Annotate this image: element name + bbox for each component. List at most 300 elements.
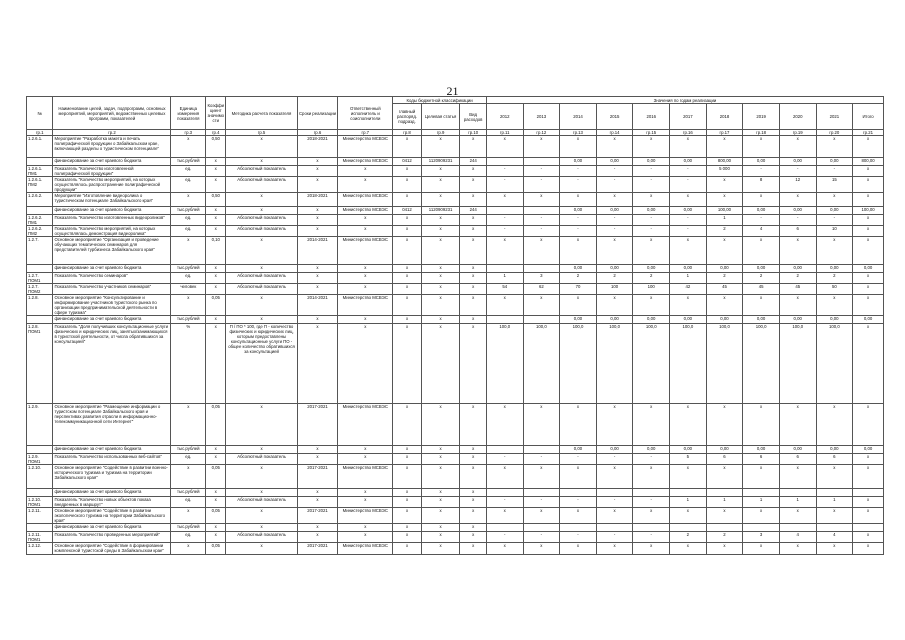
cell-method: Абсолютный показатель [226, 166, 297, 177]
cell-name: Мероприятие "Изготовление видеоролика о туристическом потенциале Забайкальского края" [53, 193, 171, 207]
page-number: 21 [446, 84, 459, 98]
table-row [27, 508, 884, 524]
cell-article: х [421, 543, 460, 555]
cell-year: 50 [816, 284, 853, 295]
cell-article: х [421, 316, 460, 324]
cell-method: Абсолютный показатель [226, 454, 297, 465]
cell-year: - [560, 226, 597, 237]
cell-year: - [596, 532, 633, 543]
table-row [27, 465, 884, 489]
cell-method: х [226, 265, 297, 273]
cell-year [779, 489, 816, 497]
cell-article: х [421, 284, 460, 295]
cell-name: Основное мероприятие "Содействие в развитии экологического туризма на территории Забайкальского края" [53, 508, 171, 524]
cell-year: 1 [743, 497, 780, 508]
cell-year: 100 [596, 284, 633, 295]
cell-executor: х [338, 273, 393, 284]
cell-year: - [596, 166, 633, 177]
cell-year: - [596, 454, 633, 465]
cell-name: Показатель "Количество семинаров" [53, 273, 171, 284]
table-row [27, 207, 884, 215]
cell-no: 1.2.7. ПОМ2 [27, 284, 53, 295]
cell-year: 8 [743, 177, 780, 193]
cell-year [633, 489, 670, 497]
cell-name: Мероприятие "Разработка макета и печать полиграфической продукции о Забайкальском крае, включающей разделы о туристическом потенциале" [53, 136, 171, 158]
cell-no: 1.2.6.2. [27, 193, 53, 207]
cell-year: - [743, 166, 780, 177]
table-row [27, 158, 884, 166]
cell-total: х [853, 226, 884, 237]
cell-unit: х [171, 465, 206, 489]
cell-expense: х [460, 454, 486, 465]
cell-year: х [743, 404, 780, 446]
cell-method: х [226, 489, 297, 497]
cell-year: х [779, 404, 816, 446]
cell-year: х [523, 508, 560, 524]
cell-year: 0,00 [633, 316, 670, 324]
cell-year: 100,0 [670, 324, 707, 404]
cell-unit: тыс.рублей [171, 316, 206, 324]
cell-expense: х [460, 215, 486, 226]
cell-year: х [596, 465, 633, 489]
cell-method: х [226, 524, 297, 532]
cell-year: 6 [743, 454, 780, 465]
cell-admin: х [393, 284, 421, 295]
cell-year: х [633, 295, 670, 316]
cell-expense: х [460, 193, 486, 207]
cell-year: 0,00 [779, 207, 816, 215]
cell-coef: х [206, 166, 226, 177]
cell-total: 0,00 [853, 265, 884, 273]
header-method: Методика расчета показателя [226, 97, 297, 130]
cell-method: х [226, 193, 297, 207]
cell-year: - [633, 177, 670, 193]
cell-total: 0,00 [853, 446, 884, 454]
cell-year: - [523, 226, 560, 237]
cell-year: 2 [596, 273, 633, 284]
cell-method: Абсолютный показатель [226, 273, 297, 284]
cell-coef: х [206, 158, 226, 166]
header-executors: Ответственный исполнитель и соисполнители [338, 97, 393, 130]
cell-year: х [779, 193, 816, 207]
cell-year: 0,00 [779, 265, 816, 273]
cell-year: х [486, 237, 523, 265]
cell-year: 0,00 [633, 265, 670, 273]
cell-executor: х [338, 454, 393, 465]
cell-executor: х [338, 532, 393, 543]
cell-admin: 0412 [393, 158, 421, 166]
column-number: гр.19 [779, 130, 816, 136]
cell-year: х [779, 465, 816, 489]
cell-year: х [523, 237, 560, 265]
cell-unit: х [171, 404, 206, 446]
cell-deadlines: х [297, 454, 338, 465]
cell-admin: х [393, 489, 421, 497]
cell-year: х [779, 295, 816, 316]
cell-year: 100,0 [633, 324, 670, 404]
cell-year: - [779, 215, 816, 226]
column-number: гр.1 [27, 130, 53, 136]
cell-expense: х [460, 273, 486, 284]
header-name: Наименование целей, задач, подпрограмм, основных мероприятий, мероприятий, ведомственных целевых программ, показателей [53, 97, 171, 130]
cell-coef: 0,05 [206, 465, 226, 489]
cell-year: х [523, 404, 560, 446]
cell-admin: х [393, 404, 421, 446]
column-number: гр.8 [393, 130, 421, 136]
cell-year: 1 [706, 497, 743, 508]
cell-name: Показатель "Количество изготовленных видеороликов" [53, 215, 171, 226]
cell-article: х [421, 446, 460, 454]
cell-coef: х [206, 324, 226, 404]
cell-executor: х [338, 497, 393, 508]
cell-unit: ед. [171, 454, 206, 465]
header-deadlines: Сроки реализации [297, 97, 338, 130]
cell-method: х [226, 465, 297, 489]
cell-admin: х [393, 454, 421, 465]
cell-year: 62 [523, 284, 560, 295]
column-number: гр.12 [523, 130, 560, 136]
cell-year: 2 [743, 273, 780, 284]
header-coef: Коэффициент значимости [206, 97, 226, 130]
cell-year: х [596, 543, 633, 555]
cell-name: Показатель "Доля получивших консультационные услуги физических и юридических лиц, занятых/занимающихся в туристской деятельности, от числа обратившихся за консультацией" [53, 324, 171, 404]
cell-method: х [226, 158, 297, 166]
cell-admin: х [393, 543, 421, 555]
cell-unit: х [171, 508, 206, 524]
cell-executor: х [338, 489, 393, 497]
cell-year: 0,00 [633, 446, 670, 454]
cell-year: 54 [486, 284, 523, 295]
cell-year: 100,0 [816, 324, 853, 404]
cell-name: Основное мероприятие "Содействие в развитии военно-исторического туризма и туризма на территории Забайкальского края" [53, 465, 171, 489]
cell-admin: х [393, 193, 421, 207]
cell-method: х [226, 136, 297, 158]
cell-no [27, 265, 53, 273]
cell-no: 1.2.6.1. [27, 136, 53, 158]
cell-unit: х [171, 136, 206, 158]
cell-year: 100 [633, 284, 670, 295]
cell-coef: х [206, 273, 226, 284]
cell-deadlines: х [297, 166, 338, 177]
cell-article: х [421, 177, 460, 193]
cell-year: 45 [706, 284, 743, 295]
cell-deadlines: х [297, 226, 338, 237]
cell-coef: 0,05 [206, 508, 226, 524]
cell-expense: х [460, 177, 486, 193]
cell-year: х [670, 237, 707, 265]
cell-year: 100,0 [706, 324, 743, 404]
cell-name: Основное мероприятие "Консультирование и информирование участников туристского рынка по организации предпринимательской деятельности в сфере туризма" [53, 295, 171, 316]
cell-year: х [670, 295, 707, 316]
cell-year [523, 207, 560, 215]
cell-year: - [670, 166, 707, 177]
cell-executor: Министерство МСВЭС [338, 158, 393, 166]
cell-unit: ед. [171, 215, 206, 226]
cell-admin: х [393, 273, 421, 284]
cell-total: 800,00 [853, 158, 884, 166]
cell-year [706, 489, 743, 497]
cell-year: 0,00 [596, 207, 633, 215]
cell-executor: х [338, 166, 393, 177]
cell-year [523, 489, 560, 497]
cell-no: 1.2.10. ПОМ1 [27, 497, 53, 508]
cell-year [523, 158, 560, 166]
cell-expense: х [460, 324, 486, 404]
cell-article: х [421, 265, 460, 273]
cell-year: х [706, 177, 743, 193]
cell-article: х [421, 237, 460, 265]
cell-name: Показатель "Количество изготовленной полиграфической продукции" [53, 166, 171, 177]
cell-year: х [670, 465, 707, 489]
cell-year: - [816, 215, 853, 226]
header-expense: Вид расходов [460, 104, 486, 130]
cell-coef: 0,05 [206, 543, 226, 555]
cell-method: х [226, 237, 297, 265]
cell-year: - [633, 454, 670, 465]
column-number: гр.9 [421, 130, 460, 136]
cell-no: 1.2.9. ПОМ1 [27, 454, 53, 465]
cell-article: х [421, 524, 460, 532]
cell-total: х [853, 284, 884, 295]
cell-coef: 0,05 [206, 295, 226, 316]
cell-year: - [633, 532, 670, 543]
cell-year [523, 265, 560, 273]
cell-unit: х [171, 543, 206, 555]
cell-deadlines: х [297, 215, 338, 226]
column-number: гр.7 [338, 130, 393, 136]
cell-year: х [633, 136, 670, 158]
cell-executor: х [338, 265, 393, 273]
cell-total: х [853, 177, 884, 193]
cell-year: 0,00 [743, 316, 780, 324]
cell-year: х [670, 404, 707, 446]
cell-method: х [226, 446, 297, 454]
cell-year: 0,00 [779, 316, 816, 324]
cell-admin: 0412 [393, 207, 421, 215]
cell-coef: 0,50 [206, 193, 226, 207]
cell-total: х [853, 454, 884, 465]
cell-year: 0,00 [596, 158, 633, 166]
column-number: гр.11 [486, 130, 523, 136]
cell-year: х [633, 508, 670, 524]
cell-year: х [670, 136, 707, 158]
column-number: гр.18 [743, 130, 780, 136]
cell-year [560, 524, 597, 532]
cell-year [486, 524, 523, 532]
cell-article: х [421, 215, 460, 226]
cell-year: х [596, 508, 633, 524]
cell-deadlines: х [297, 158, 338, 166]
cell-coef: 0,10 [206, 237, 226, 265]
cell-unit: ед. [171, 166, 206, 177]
cell-coef: х [206, 489, 226, 497]
cell-admin: х [393, 465, 421, 489]
cell-year: х [523, 193, 560, 207]
cell-year [486, 207, 523, 215]
cell-deadlines: 2017-2021 [297, 465, 338, 489]
cell-unit: ед. [171, 273, 206, 284]
cell-year: х [706, 465, 743, 489]
cell-year: х [486, 508, 523, 524]
cell-year: х [816, 136, 853, 158]
header-year: 2020 [779, 104, 816, 130]
cell-no: 1.2.6.1. ПМ1 [27, 166, 53, 177]
table-row [27, 543, 884, 555]
cell-year: 0,00 [706, 265, 743, 273]
cell-no [27, 158, 53, 166]
column-number: гр.4 [206, 130, 226, 136]
cell-year: 3 [743, 532, 780, 543]
cell-year: 4 [779, 532, 816, 543]
cell-name: Показатель "Количество участников семинаров" [53, 284, 171, 295]
cell-expense: х [460, 524, 486, 532]
table-row [27, 265, 884, 273]
cell-deadlines: х [297, 524, 338, 532]
cell-expense: 244 [460, 207, 486, 215]
cell-total: х [853, 273, 884, 284]
table-row [27, 295, 884, 316]
cell-year: х [706, 193, 743, 207]
header-article: Целевая статья [421, 104, 460, 130]
cell-year: - [523, 215, 560, 226]
cell-coef: х [206, 446, 226, 454]
cell-executor: Министерство МСВЭС [338, 237, 393, 265]
cell-year: х [560, 237, 597, 265]
cell-year: 0,00 [560, 316, 597, 324]
cell-year: 0,00 [596, 265, 633, 273]
cell-year: х [486, 404, 523, 446]
cell-year: 6 [706, 454, 743, 465]
cell-admin: х [393, 446, 421, 454]
cell-year: 0,00 [560, 265, 597, 273]
cell-no: 1.2.6.1. ПМ2 [27, 177, 53, 193]
cell-year: - [486, 454, 523, 465]
cell-year: 0,00 [816, 207, 853, 215]
cell-deadlines: х [297, 316, 338, 324]
cell-year: 2 [779, 273, 816, 284]
cell-admin: х [393, 295, 421, 316]
cell-coef: х [206, 532, 226, 543]
cell-year: х [596, 193, 633, 207]
cell-unit: ед. [171, 177, 206, 193]
cell-year: х [633, 193, 670, 207]
cell-admin: х [393, 226, 421, 237]
cell-name: финансирование за счет краевого бюджета [53, 489, 171, 497]
cell-total: х [853, 532, 884, 543]
cell-total: х [853, 404, 884, 446]
cell-year: - [560, 166, 597, 177]
cell-year: 0,00 [706, 316, 743, 324]
cell-year [706, 524, 743, 532]
cell-deadlines: х [297, 273, 338, 284]
cell-article: х [421, 508, 460, 524]
column-number: гр.16 [670, 130, 707, 136]
cell-executor: Министерство МСВЭС [338, 543, 393, 555]
cell-no [27, 446, 53, 454]
cell-method: Абсолютный показатель [226, 497, 297, 508]
cell-year: 0,00 [596, 316, 633, 324]
cell-unit: тыс.рублей [171, 158, 206, 166]
cell-year: х [523, 465, 560, 489]
cell-year: х [779, 237, 816, 265]
cell-total: х [853, 497, 884, 508]
cell-year: - [486, 226, 523, 237]
cell-year [523, 446, 560, 454]
cell-article: х [421, 273, 460, 284]
cell-year: 0,00 [670, 265, 707, 273]
cell-year: х [486, 193, 523, 207]
cell-coef: х [206, 207, 226, 215]
cell-executor: Министерство МСВЭС [338, 295, 393, 316]
cell-expense: х [460, 226, 486, 237]
cell-total: 0,00 [853, 316, 884, 324]
cell-unit: х [171, 237, 206, 265]
cell-unit: ед. [171, 497, 206, 508]
cell-year: 2 [560, 273, 597, 284]
cell-year [633, 524, 670, 532]
cell-year: 4 [743, 226, 780, 237]
cell-year: х [743, 237, 780, 265]
cell-year: х [560, 404, 597, 446]
cell-deadlines: х [297, 265, 338, 273]
cell-admin: х [393, 524, 421, 532]
cell-year: х [743, 193, 780, 207]
cell-no [27, 524, 53, 532]
cell-year: 45 [743, 284, 780, 295]
cell-year: 0,00 [670, 207, 707, 215]
cell-year: - [523, 166, 560, 177]
cell-year: 5 000 [706, 166, 743, 177]
cell-year: 0,00 [779, 446, 816, 454]
cell-year: х [816, 237, 853, 265]
cell-year: х [560, 136, 597, 158]
table-row [27, 215, 884, 226]
cell-year: - [633, 166, 670, 177]
table-row [27, 454, 884, 465]
cell-method: Абсолютный показатель [226, 284, 297, 295]
cell-year: 0,00 [743, 265, 780, 273]
cell-year: х [743, 136, 780, 158]
cell-expense: х [460, 497, 486, 508]
cell-total [853, 489, 884, 497]
table-row [27, 193, 884, 207]
cell-year: - [486, 532, 523, 543]
cell-total: х [853, 543, 884, 555]
program-table [26, 96, 884, 555]
cell-expense: х [460, 465, 486, 489]
table-row [27, 237, 884, 265]
cell-total: х [853, 465, 884, 489]
cell-executor: х [338, 284, 393, 295]
cell-year: - [633, 226, 670, 237]
cell-year: х [523, 543, 560, 555]
header-year: 2015 [596, 104, 633, 130]
cell-year: х [816, 543, 853, 555]
header-years-group: Значения по годам реализации [486, 97, 883, 104]
cell-expense: 244 [460, 158, 486, 166]
cell-coef: 0,50 [206, 136, 226, 158]
table-row [27, 316, 884, 324]
cell-year: х [706, 295, 743, 316]
header-admin: главный распоряд. подразд. [393, 104, 421, 130]
cell-year: х [560, 508, 597, 524]
cell-article: 1120909231 [421, 207, 460, 215]
cell-name: Основное мероприятие "Организация и проведение обучающих тематических семинаров для представителей турбизнеса Забайкальского края" [53, 237, 171, 265]
header-year: 2014 [560, 104, 597, 130]
cell-year: х [779, 136, 816, 158]
cell-year: - [523, 177, 560, 193]
cell-year: 2 [706, 532, 743, 543]
